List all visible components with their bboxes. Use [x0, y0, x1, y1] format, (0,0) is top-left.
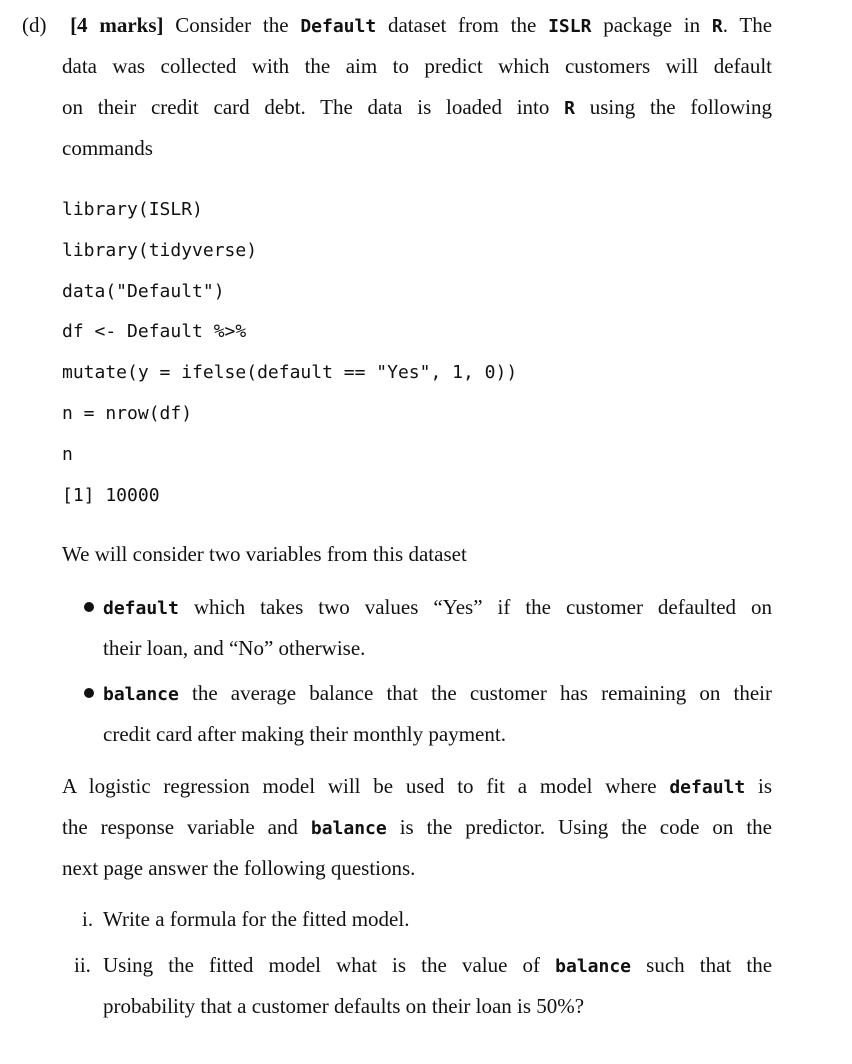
paragraph-line-1: [62, 774, 772, 800]
code-line: library(tidyverse): [62, 240, 258, 261]
code-line: data("Default"): [62, 281, 225, 302]
question-line-1: [22, 13, 772, 39]
dataset-name: Default: [300, 16, 377, 37]
para-text: the response variable and: [62, 815, 298, 839]
question-label: (d): [22, 13, 47, 37]
bullet-var: default: [103, 598, 179, 619]
paragraph-line-3: next page answer the following questions.: [62, 856, 416, 880]
line3-text-2: using the following: [589, 95, 773, 119]
subquestion-text: Write a formula for the fitted model.: [103, 907, 410, 931]
code-line: library(ISLR): [62, 199, 203, 220]
code-output: [1] 10000: [62, 485, 160, 506]
intro-text-3: package in: [603, 13, 701, 37]
para-text: is: [758, 774, 773, 798]
bullet-item-default: [103, 595, 772, 621]
question-line-4: commands: [62, 136, 153, 160]
line3-lang: R: [564, 98, 575, 119]
bullet-text: the average balance that the customer has remaining on their: [192, 681, 772, 705]
bullet-dot-icon: [84, 602, 94, 612]
subq-var: balance: [555, 956, 632, 977]
para-text: is the predictor. Using the code on the: [399, 815, 772, 839]
code-line: df <- Default %>%: [62, 321, 247, 342]
package-name: ISLR: [548, 16, 592, 37]
question-line-2: data was collected with the aim to predict which customers will default: [62, 54, 772, 78]
bullet-dot-icon: [84, 688, 94, 698]
code-line: n = nrow(df): [62, 403, 193, 424]
bullet-item-balance: [103, 681, 772, 707]
paragraph-line-2: [62, 815, 772, 841]
line3-text-1: on their credit card debt. The data is loaded into: [62, 95, 550, 119]
intro-text-1: Consider the: [175, 13, 289, 37]
lang-name: R: [711, 16, 723, 37]
marks-label: [4 marks]: [70, 13, 164, 37]
bullet-var: balance: [103, 684, 179, 705]
para-var: default: [669, 777, 746, 798]
intro-text-2: dataset from the: [387, 13, 537, 37]
bullet-continuation: their loan, and “No” otherwise.: [103, 636, 366, 660]
bullet-continuation: credit card after making their monthly payment.: [103, 722, 506, 746]
subq-text: such that the: [646, 953, 773, 977]
subq-text: Using the fitted model what is the value of: [103, 953, 541, 977]
consider-text: We will consider two variables from this dataset: [62, 542, 467, 566]
subquestion-number: i.: [82, 907, 94, 931]
code-line: n: [62, 444, 73, 465]
question-line-3: [62, 95, 772, 121]
subquestion-number: ii.: [74, 953, 91, 977]
intro-text-4: . The: [722, 13, 773, 37]
para-text: A logistic regression model will be used to fit a model where: [62, 774, 657, 798]
subquestion-continuation: probability that a customer defaults on their loan is 50%?: [103, 994, 585, 1018]
subquestion-text: [103, 953, 772, 979]
code-line: mutate(y = ifelse(default == "Yes", 1, 0)): [62, 362, 518, 383]
para-var: balance: [310, 818, 387, 839]
bullet-text: which takes two values “Yes” if the customer defaulted on: [193, 595, 773, 619]
